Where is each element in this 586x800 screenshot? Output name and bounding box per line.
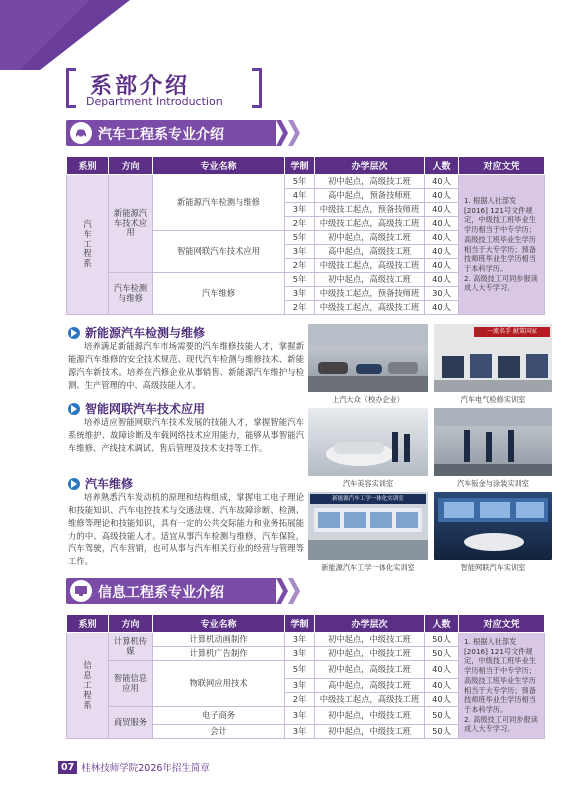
section-title: 智能网联汽车技术应用 [85, 402, 206, 416]
car-icon [70, 122, 92, 144]
level-cell: 初中起点，高级技工班 [315, 175, 425, 189]
photo-icv-lab [434, 492, 552, 560]
col-header: 专业名称 [153, 615, 285, 633]
level-cell: 中级技工起点，预备技师班 [315, 203, 425, 217]
years-cell: 2年 [285, 693, 315, 707]
photo-caption: 汽车电气检修实训室 [460, 395, 526, 404]
section-header [66, 66, 266, 112]
years-cell: 3年 [285, 203, 315, 217]
years-cell: 3年 [285, 633, 315, 647]
level-cell: 中级技工起点，高级技工班 [315, 259, 425, 273]
col-header: 系别 [67, 615, 109, 633]
major-cell: 计算机广告制作 [153, 647, 285, 661]
level-cell: 中级技工起点，高级技工班 [315, 301, 425, 315]
major-cell: 新能源汽车检测与维修 [153, 175, 285, 231]
major-cell: 会计 [153, 725, 285, 739]
section-heading [68, 475, 133, 492]
major-cell: 物联网应用技术 [153, 661, 285, 707]
years-cell: 5年 [285, 273, 315, 287]
direction-cell: 新能源汽车技术应用 [109, 175, 153, 273]
years-cell: 2年 [285, 259, 315, 273]
diploma-note: 1. 根据人社部发[2016] 121号文件规定，中级技工班毕业生学历相当于中专学历；高级技工班毕业生学历相当于大专学历；预备技师班毕业生学历相当于本科学历。 2. 高级技工可同步报读成人大专学习。 [459, 175, 545, 315]
direction-cell: 计算机传媒 [109, 633, 153, 661]
auto-major-table [66, 156, 545, 315]
diploma-note: 1. 根据人社部发[2016] 121号文件规定，中级技工班毕业生学历相当于中专学历；高级技工班毕业生学历相当于大专学历；预备技师班毕业生学历相当于本科学历。 2. 高级技工可同步报读成人大专学习。 [459, 633, 545, 739]
page-number: 07 [58, 761, 77, 774]
page-subtitle: Department Introduction [86, 95, 223, 108]
col-header: 学制 [285, 615, 315, 633]
level-cell: 中级技工起点，高级技工班 [315, 693, 425, 707]
photo-paint-lab [434, 408, 552, 476]
years-cell: 5年 [285, 175, 315, 189]
level-cell: 初中起点，中级技工班 [315, 647, 425, 661]
major-cell: 电子商务 [153, 707, 285, 725]
years-cell: 4年 [285, 189, 315, 203]
photo-caption: 上汽大众（校办企业） [332, 395, 404, 404]
dept-cell: 汽车工程系 [67, 175, 109, 315]
direction-cell: 汽车检测与维修 [109, 273, 153, 315]
col-header: 办学层次 [315, 615, 425, 633]
col-header: 对应文凭 [459, 157, 545, 175]
table-header-row [67, 157, 545, 175]
photo-caption: 汽车美容实训室 [342, 479, 394, 488]
major-cell: 计算机动画制作 [153, 633, 285, 647]
count-cell: 50人 [425, 633, 459, 647]
count-cell: 40人 [425, 679, 459, 693]
col-header: 方向 [109, 615, 153, 633]
chevron-icon [276, 120, 288, 146]
major-cell: 智能网联汽车技术应用 [153, 231, 285, 273]
section-body: 培养熟悉汽车发动机的原理和结构组成，掌握电工电子理论和技能知识、汽车电控技术与交通法规、汽车故障诊断、检测、维修等理论和技能知识，具有一定的公共交际能力和业务拓展能力的中、高级技能人才。适宜从事汽车检测与维修，汽车保险，汽车驾驶，汽车营销，也可从事与汽车相关行业的经营与管理等工作。 [68, 492, 304, 567]
col-header: 办学层次 [315, 157, 425, 175]
photo-electric-lab [434, 324, 552, 392]
photo-banner: 新能源汽车工学一体化实训室 [310, 494, 426, 504]
major-cell: 汽车维修 [153, 273, 285, 315]
count-cell: 50人 [425, 707, 459, 725]
table-row [67, 633, 545, 647]
photo-caption: 智能网联汽车实训室 [460, 563, 526, 572]
computer-icon [70, 580, 92, 602]
col-header: 专业名称 [153, 157, 285, 175]
years-cell: 2年 [285, 217, 315, 231]
table-row [67, 175, 545, 189]
col-header: 方向 [109, 157, 153, 175]
photo-workshop [308, 324, 428, 392]
level-cell: 初中起点，中级技工班 [315, 707, 425, 725]
arrow-icon [68, 327, 80, 339]
chevron-icon [288, 120, 300, 146]
level-cell: 初中起点，高级技工班 [315, 661, 425, 679]
photo-banner: 一流名手 献策国家 [474, 327, 550, 337]
section-body: 培养适应智能网联汽车技术发展的技能人才，掌握智能汽车系统维护、故障诊断及车载网络技术应用能力，能够从事智能汽车维修、产线技术调试、售后管理及技术支持等工作。 [68, 417, 304, 453]
table-header-row [67, 615, 545, 633]
chevron-icon [288, 578, 300, 604]
level-cell: 初中起点，高级技工班 [315, 273, 425, 287]
count-cell: 40人 [425, 175, 459, 189]
info-major-table [66, 614, 545, 739]
bracket-left [66, 68, 76, 108]
col-header: 系别 [67, 157, 109, 175]
footer-text: 桂林技师学院2026年招生简章 [81, 763, 210, 774]
section-title: 新能源汽车检测与维修 [85, 326, 206, 340]
bracket-right [252, 68, 262, 108]
page-title: 系部介绍 [90, 74, 191, 99]
years-cell: 2年 [285, 301, 315, 315]
count-cell: 40人 [425, 203, 459, 217]
col-header: 人数 [425, 615, 459, 633]
years-cell: 3年 [285, 679, 315, 693]
level-cell: 高中起点，高级技工班 [315, 679, 425, 693]
level-cell: 中级技工起点，高级技工班 [315, 217, 425, 231]
photo-beauty-lab [308, 408, 428, 476]
level-cell: 高中起点，高级技工班 [315, 245, 425, 259]
direction-cell: 智能信息应用 [109, 661, 153, 707]
count-cell: 40人 [425, 301, 459, 315]
photo-nev-lab [308, 492, 428, 560]
corner-decoration [0, 0, 130, 70]
page-footer [58, 760, 210, 774]
col-header: 对应文凭 [459, 615, 545, 633]
level-cell: 初中起点，中级技工班 [315, 633, 425, 647]
count-cell: 40人 [425, 259, 459, 273]
arrow-icon [68, 478, 80, 490]
level-cell: 初中起点，高级技工班 [315, 231, 425, 245]
level-cell: 高中起点，预备技师班 [315, 189, 425, 203]
section-heading [68, 324, 205, 341]
section-body: 培养满足新能源汽车市场需要的汽车维修技能人才，掌握新能源汽车维修的安全技术规范、现代汽车检测与维修技术、新能源汽车新技术。培养在汽修企业从事销售、新能源汽车维护与检测、生产管理的中、高级技能人才。 [68, 341, 304, 390]
years-cell: 3年 [285, 287, 315, 301]
chevron-icon [276, 578, 288, 604]
section-title: 汽车维修 [85, 477, 134, 491]
count-cell: 40人 [425, 245, 459, 259]
count-cell: 40人 [425, 231, 459, 245]
count-cell: 50人 [425, 725, 459, 739]
years-cell: 3年 [285, 707, 315, 725]
count-cell: 50人 [425, 647, 459, 661]
direction-cell: 商贸服务 [109, 707, 153, 739]
years-cell: 3年 [285, 245, 315, 259]
photo-caption: 汽车钣金与涂装实训室 [457, 479, 529, 488]
auto-band [66, 120, 302, 146]
info-band-title: 信息工程系专业介绍 [98, 585, 224, 601]
years-cell: 3年 [285, 725, 315, 739]
dept-cell: 信息工程系 [67, 633, 109, 739]
auto-band-title: 汽车工程系专业介绍 [98, 127, 224, 143]
level-cell: 初中起点，中级技工班 [315, 725, 425, 739]
count-cell: 40人 [425, 189, 459, 203]
col-header: 学制 [285, 157, 315, 175]
count-cell: 30人 [425, 287, 459, 301]
years-cell: 5年 [285, 661, 315, 679]
years-cell: 3年 [285, 647, 315, 661]
level-cell: 中级技工起点，预备技师班 [315, 287, 425, 301]
count-cell: 40人 [425, 217, 459, 231]
section-heading [68, 400, 205, 417]
count-cell: 40人 [425, 273, 459, 287]
col-header: 人数 [425, 157, 459, 175]
count-cell: 40人 [425, 661, 459, 679]
photo-caption: 新能源汽车工学一体化实训室 [321, 563, 415, 572]
years-cell: 5年 [285, 231, 315, 245]
info-band [66, 578, 302, 604]
arrow-icon [68, 403, 80, 415]
count-cell: 40人 [425, 693, 459, 707]
